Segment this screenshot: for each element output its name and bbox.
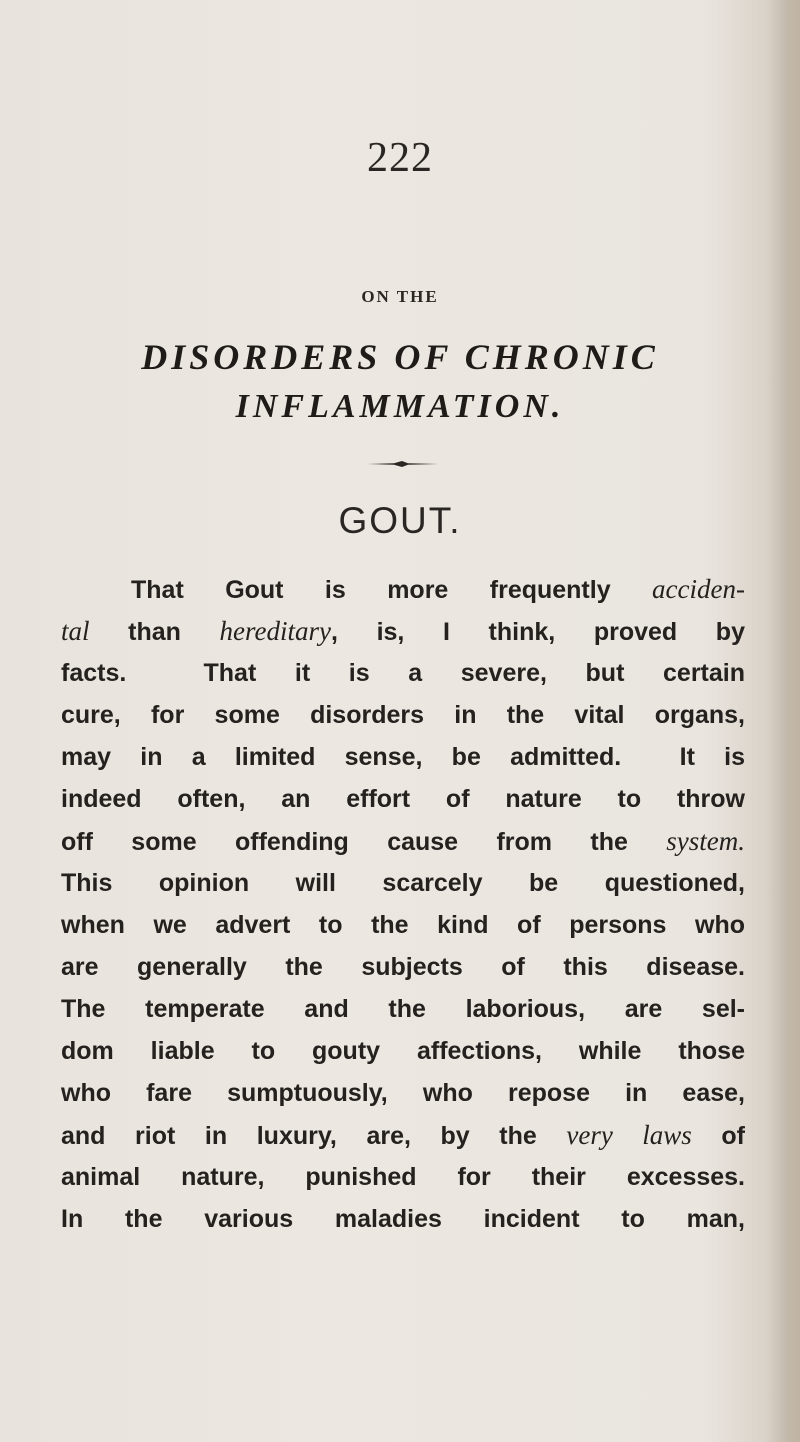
chapter-title-line-2: INFLAMMATION. [235,388,565,425]
italic-phrase: acciden- [652,574,745,604]
text-run: The temperate and the laborious, are sel- [61,995,745,1023]
header-small-caps: ON THE [361,287,439,306]
italic-phrase: system. [666,826,745,856]
text-line [61,694,745,736]
text-run: indeed often, an effort of nature to throw [61,785,745,813]
text-run: That Gout is more frequently [131,576,653,604]
page-number: 222 [367,135,433,181]
text-line [61,610,745,652]
text-line [61,1156,745,1198]
text-line [61,1030,745,1072]
text-run: In the various maladies incident to man, [61,1205,745,1233]
text-run: This opinion will scarcely be questioned, [61,869,745,897]
text-run: than [89,618,220,646]
text-line [61,652,745,694]
italic-phrase: very laws [566,1120,692,1150]
text-line [61,1072,745,1114]
text-run: animal nature, punished for their excesses. [61,1163,745,1191]
text-run: facts. That it is a severe, but certain [61,659,745,687]
ornament-rule-icon [368,459,438,469]
text-run: , is, I think, proved by [331,618,745,646]
text-run: of [691,1122,746,1150]
text-run: when we advert to the kind of persons who [61,911,745,939]
italic-phrase: tal [61,616,90,646]
text-run: are generally the subjects of this disease. [61,953,745,981]
italic-phrase: hereditary [219,616,331,646]
text-line [131,568,745,610]
text-line [61,946,745,988]
text-line [61,988,745,1030]
text-line [61,904,745,946]
body-paragraph [0,568,800,1233]
text-line [61,862,745,904]
text-run: and riot in luxury, are, by the [61,1122,567,1150]
text-line [61,736,745,778]
text-line [61,1198,745,1240]
text-run: off some offending cause from the [61,828,667,856]
text-line [61,1114,745,1156]
text-line [61,778,745,820]
text-line [61,820,745,862]
text-run: cure, for some disorders in the vital organs, [61,701,745,729]
chapter-title-line-1: DISORDERS OF CHRONIC [141,337,659,377]
text-run: dom liable to gouty affections, while those [61,1037,745,1065]
text-run: may in a limited sense, be admitted. It is [61,743,745,771]
text-run: who fare sumptuously, who repose in ease, [61,1079,745,1107]
section-heading: GOUT. [338,500,462,541]
